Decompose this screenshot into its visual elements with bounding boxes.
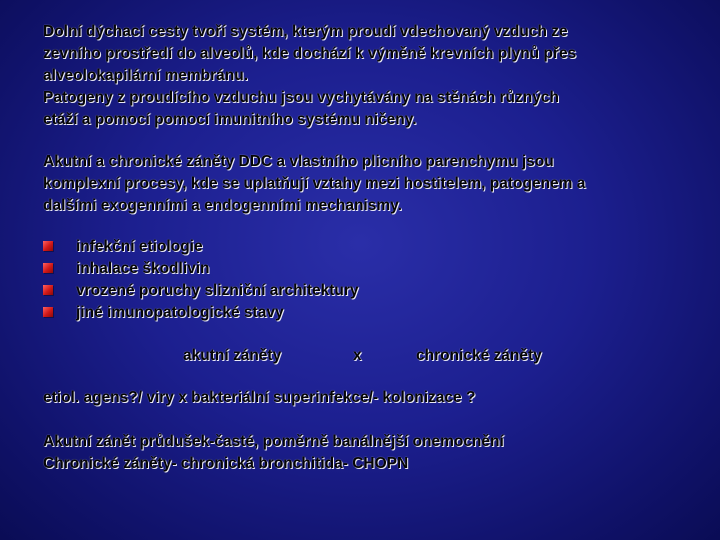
inflammation-line: dalšími exogenními a endogenními mechanismy. (43, 197, 402, 214)
bullet-label: inhalace škodlivin (76, 260, 210, 277)
bronchitis-paragraph (43, 431, 504, 475)
inflammation-line: Akutní a chronické záněty DDC a vlastního plicního parenchymu jsou (43, 153, 554, 170)
bullet-label: jiné imunopatologické stavy (76, 304, 284, 321)
intro-line: Dolní dýchací cesty tvoří systém, kterým proudí vdechovaný vzduch ze (43, 23, 568, 40)
bullet-square-icon (43, 241, 53, 251)
bronchitis-line: Akutní zánět průdušek-časté, poměrně banálnější onemocnění (43, 433, 504, 450)
inflammation-line: komplexní procesy, kde se uplatňují vztahy mezi hostitelem, patogenem a (43, 175, 586, 192)
bullet-square-icon (43, 307, 53, 317)
chronic-inflammation-label: chronické záněty (416, 347, 542, 364)
bullet-square-icon (43, 263, 53, 273)
intro-line: etáží a pomocí pomocí imunitního systému ničeny. (43, 111, 417, 128)
acute-inflammation-label: akutní záněty (183, 347, 282, 364)
bullet-label: vrozené poruchy slizniční architektury (76, 282, 359, 299)
bronchitis-line: Chronické záněty- chronická bronchitida- CHOPN (43, 455, 409, 472)
etiology-line: etiol. agens?/ viry x bakteriální superinfekce/- kolonizace ? (43, 389, 476, 406)
decorative-line (650, 300, 720, 360)
inflammation-paragraph (43, 151, 585, 217)
bullet-square-icon (43, 285, 53, 295)
intro-paragraph (43, 21, 576, 131)
intro-line: alveolokapilární membránu. (43, 67, 249, 84)
intro-line: Patogeny z proudícího vzduchu jsou vychytávány na stěnách různých (43, 89, 559, 106)
intro-line: zevního prostředí do alveolů, kde dochází k výměně krevních plynů přes (43, 45, 577, 62)
bullet-label: infekční etiologie (76, 238, 203, 255)
versus-separator: x (353, 347, 362, 364)
